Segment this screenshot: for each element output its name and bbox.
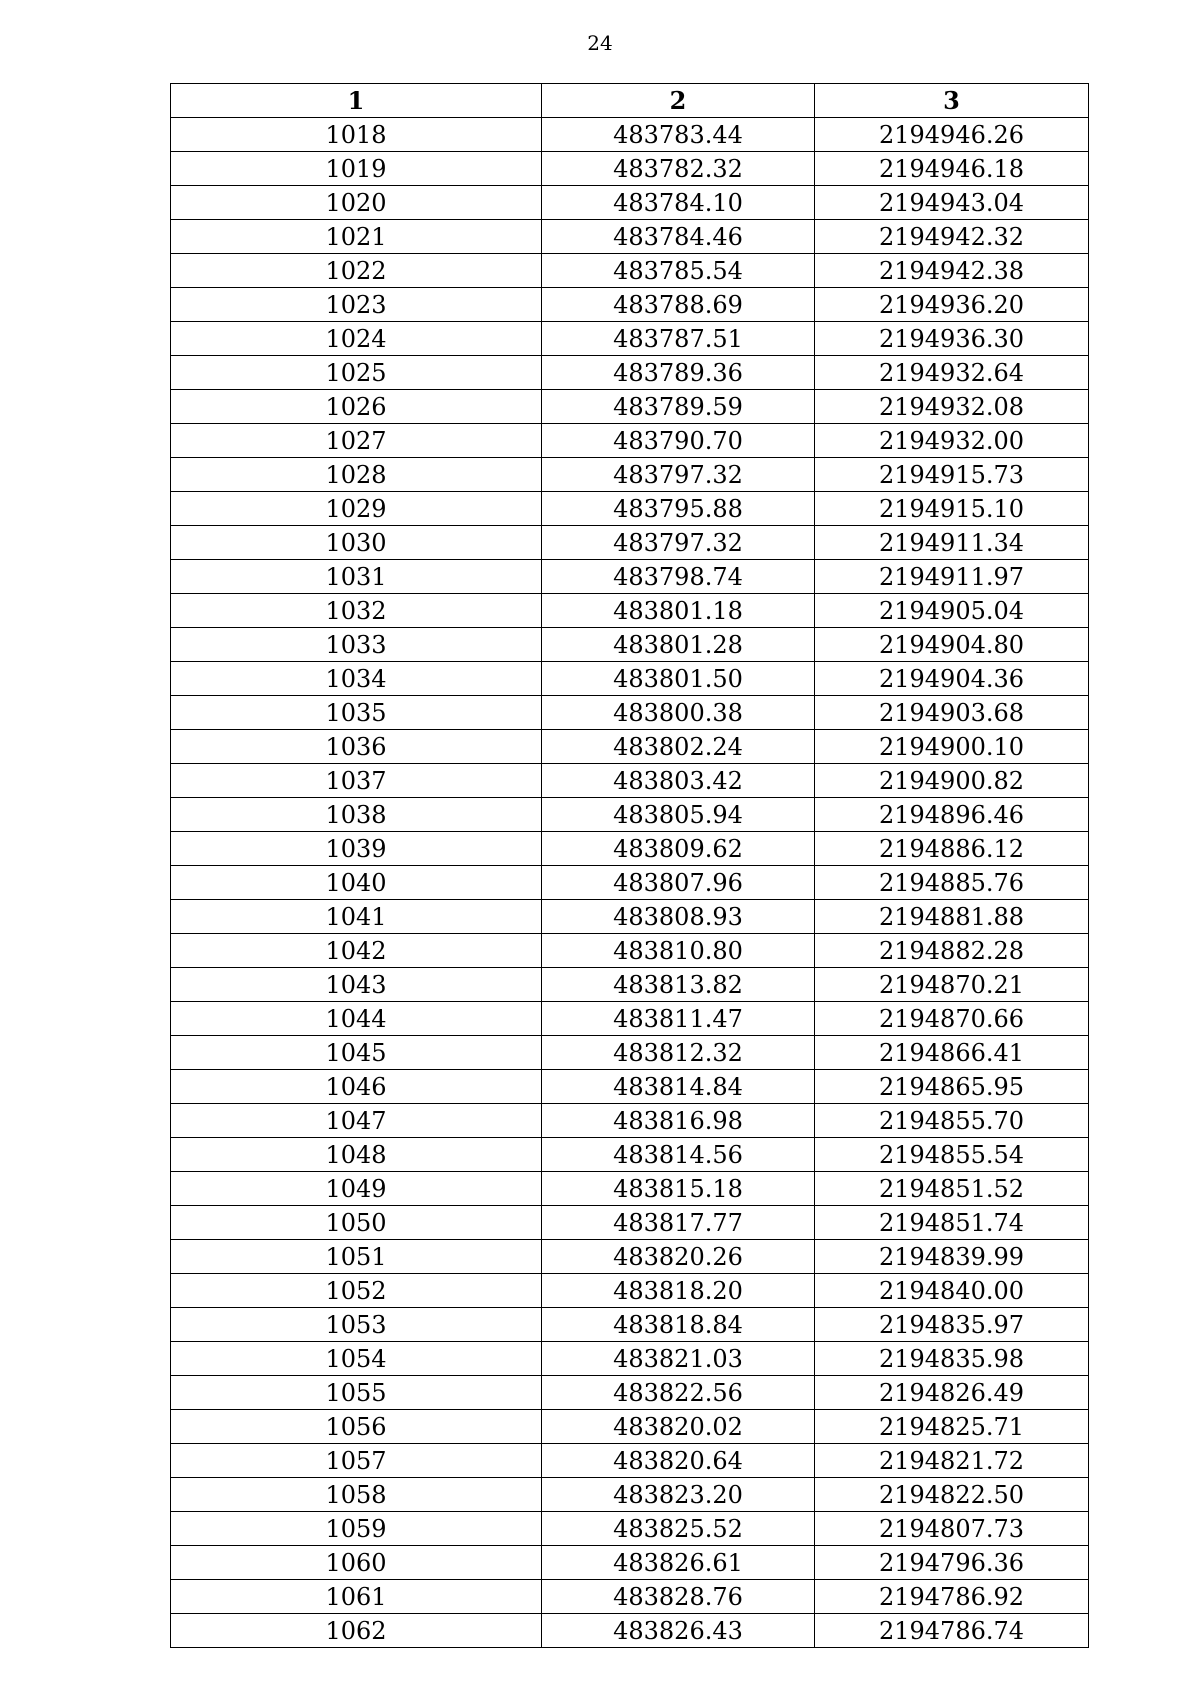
table-row [171,1478,1089,1512]
coordinate-x-cell: 483818.84 [542,1308,815,1342]
coordinate-y-cell: 2194881.88 [815,900,1089,934]
coordinate-y-cell: 2194855.70 [815,1104,1089,1138]
table-row [171,1274,1089,1308]
coordinate-x-cell: 483801.18 [542,594,815,628]
coordinate-x-cell: 483828.76 [542,1580,815,1614]
table-row [171,1308,1089,1342]
coordinate-y-cell: 2194882.28 [815,934,1089,968]
point-number-cell: 1034 [171,662,542,696]
coordinate-y-cell: 2194911.97 [815,560,1089,594]
coordinate-y-cell: 2194786.74 [815,1614,1089,1648]
table-row [171,1104,1089,1138]
coordinate-x-cell: 483817.77 [542,1206,815,1240]
coordinate-y-cell: 2194936.30 [815,322,1089,356]
point-number-cell: 1050 [171,1206,542,1240]
table-row [171,220,1089,254]
table-row [171,560,1089,594]
table-row [171,492,1089,526]
coordinate-x-cell: 483807.96 [542,866,815,900]
coordinate-y-cell: 2194840.00 [815,1274,1089,1308]
table-row [171,186,1089,220]
table-row [171,1206,1089,1240]
point-number-cell: 1043 [171,968,542,1002]
page-number: 24 [587,31,613,55]
coordinate-y-cell: 2194943.04 [815,186,1089,220]
point-number-cell: 1038 [171,798,542,832]
coordinate-y-cell: 2194885.76 [815,866,1089,900]
table-row [171,1240,1089,1274]
point-number-cell: 1035 [171,696,542,730]
coordinate-y-cell: 2194936.20 [815,288,1089,322]
coordinate-y-cell: 2194851.74 [815,1206,1089,1240]
table-row [171,1614,1089,1648]
table-row [171,1512,1089,1546]
point-number-cell: 1049 [171,1172,542,1206]
coordinate-x-cell: 483805.94 [542,798,815,832]
table-row [171,1172,1089,1206]
coordinate-x-cell: 483808.93 [542,900,815,934]
point-number-cell: 1055 [171,1376,542,1410]
coordinate-x-cell: 483826.43 [542,1614,815,1648]
point-number-cell: 1057 [171,1444,542,1478]
table-row [171,968,1089,1002]
table-row [171,798,1089,832]
coordinate-x-cell: 483823.20 [542,1478,815,1512]
table-row [171,118,1089,152]
coordinate-x-cell: 483782.32 [542,152,815,186]
table-row [171,1410,1089,1444]
coordinate-y-cell: 2194807.73 [815,1512,1089,1546]
table-row [171,322,1089,356]
coordinate-y-cell: 2194835.97 [815,1308,1089,1342]
coordinate-x-cell: 483784.46 [542,220,815,254]
point-number-cell: 1025 [171,356,542,390]
table-row [171,288,1089,322]
table-row [171,1444,1089,1478]
table-row [171,764,1089,798]
coordinate-y-cell: 2194942.38 [815,254,1089,288]
coordinate-x-cell: 483798.74 [542,560,815,594]
point-number-cell: 1023 [171,288,542,322]
coordinate-x-cell: 483790.70 [542,424,815,458]
coordinate-x-cell: 483788.69 [542,288,815,322]
coordinate-y-cell: 2194942.32 [815,220,1089,254]
point-number-cell: 1051 [171,1240,542,1274]
coordinate-x-cell: 483784.10 [542,186,815,220]
table-header-row [171,84,1089,118]
coordinate-y-cell: 2194822.50 [815,1478,1089,1512]
coordinate-x-cell: 483821.03 [542,1342,815,1376]
point-number-cell: 1042 [171,934,542,968]
table-row [171,1070,1089,1104]
coordinate-x-cell: 483787.51 [542,322,815,356]
point-number-cell: 1022 [171,254,542,288]
coordinate-y-cell: 2194786.92 [815,1580,1089,1614]
table-row [171,1036,1089,1070]
table-row [171,356,1089,390]
coordinate-y-cell: 2194904.36 [815,662,1089,696]
point-number-cell: 1062 [171,1614,542,1648]
table-row [171,1342,1089,1376]
coordinate-y-cell: 2194896.46 [815,798,1089,832]
coordinate-y-cell: 2194870.21 [815,968,1089,1002]
point-number-cell: 1037 [171,764,542,798]
coordinate-x-cell: 483783.44 [542,118,815,152]
coordinate-y-cell: 2194821.72 [815,1444,1089,1478]
point-number-cell: 1027 [171,424,542,458]
coordinate-x-cell: 483818.20 [542,1274,815,1308]
coordinate-x-cell: 483820.26 [542,1240,815,1274]
table-row [171,900,1089,934]
coordinate-y-cell: 2194932.64 [815,356,1089,390]
column-header-1: 1 [171,84,542,118]
point-number-cell: 1024 [171,322,542,356]
point-number-cell: 1041 [171,900,542,934]
table-row [171,152,1089,186]
coordinate-x-cell: 483811.47 [542,1002,815,1036]
table-row [171,832,1089,866]
table-body [171,118,1089,1648]
coordinate-y-cell: 2194932.00 [815,424,1089,458]
column-header-3: 3 [815,84,1089,118]
coordinate-x-cell: 483809.62 [542,832,815,866]
coordinate-y-cell: 2194835.98 [815,1342,1089,1376]
table-row [171,1138,1089,1172]
point-number-cell: 1040 [171,866,542,900]
coordinate-x-cell: 483812.32 [542,1036,815,1070]
point-number-cell: 1021 [171,220,542,254]
coordinate-x-cell: 483789.59 [542,390,815,424]
table-row [171,866,1089,900]
point-number-cell: 1052 [171,1274,542,1308]
coordinate-x-cell: 483801.50 [542,662,815,696]
coordinate-x-cell: 483801.28 [542,628,815,662]
point-number-cell: 1019 [171,152,542,186]
coordinate-x-cell: 483815.18 [542,1172,815,1206]
coordinate-y-cell: 2194866.41 [815,1036,1089,1070]
point-number-cell: 1053 [171,1308,542,1342]
coordinate-y-cell: 2194904.80 [815,628,1089,662]
coordinate-x-cell: 483820.64 [542,1444,815,1478]
point-number-cell: 1047 [171,1104,542,1138]
coordinate-y-cell: 2194865.95 [815,1070,1089,1104]
table-row [171,696,1089,730]
coordinate-x-cell: 483814.84 [542,1070,815,1104]
point-number-cell: 1054 [171,1342,542,1376]
coordinate-x-cell: 483822.56 [542,1376,815,1410]
coordinate-x-cell: 483785.54 [542,254,815,288]
point-number-cell: 1059 [171,1512,542,1546]
table-row [171,254,1089,288]
point-number-cell: 1036 [171,730,542,764]
coordinate-x-cell: 483802.24 [542,730,815,764]
point-number-cell: 1048 [171,1138,542,1172]
table-row [171,458,1089,492]
point-number-cell: 1045 [171,1036,542,1070]
coordinate-x-cell: 483814.56 [542,1138,815,1172]
coordinate-y-cell: 2194905.04 [815,594,1089,628]
coordinate-x-cell: 483803.42 [542,764,815,798]
table-row [171,526,1089,560]
coordinate-y-cell: 2194946.26 [815,118,1089,152]
table-row [171,730,1089,764]
coordinate-y-cell: 2194796.36 [815,1546,1089,1580]
table-row [171,390,1089,424]
table-row [171,594,1089,628]
coordinate-x-cell: 483789.36 [542,356,815,390]
coordinate-x-cell: 483826.61 [542,1546,815,1580]
point-number-cell: 1056 [171,1410,542,1444]
table-row [171,1580,1089,1614]
coordinate-y-cell: 2194886.12 [815,832,1089,866]
coordinate-y-cell: 2194855.54 [815,1138,1089,1172]
point-number-cell: 1029 [171,492,542,526]
coordinate-y-cell: 2194851.52 [815,1172,1089,1206]
coordinate-y-cell: 2194900.10 [815,730,1089,764]
table-row [171,424,1089,458]
table-row [171,662,1089,696]
coordinate-x-cell: 483800.38 [542,696,815,730]
coordinate-x-cell: 483795.88 [542,492,815,526]
point-number-cell: 1044 [171,1002,542,1036]
point-number-cell: 1026 [171,390,542,424]
point-number-cell: 1018 [171,118,542,152]
point-number-cell: 1032 [171,594,542,628]
point-number-cell: 1031 [171,560,542,594]
coordinate-y-cell: 2194911.34 [815,526,1089,560]
point-number-cell: 1028 [171,458,542,492]
coordinate-y-cell: 2194825.71 [815,1410,1089,1444]
point-number-cell: 1058 [171,1478,542,1512]
coordinate-y-cell: 2194870.66 [815,1002,1089,1036]
coordinate-y-cell: 2194915.73 [815,458,1089,492]
coordinate-y-cell: 2194915.10 [815,492,1089,526]
coordinates-table [170,83,1089,1648]
coordinate-y-cell: 2194932.08 [815,390,1089,424]
point-number-cell: 1060 [171,1546,542,1580]
point-number-cell: 1020 [171,186,542,220]
point-number-cell: 1030 [171,526,542,560]
coordinate-y-cell: 2194946.18 [815,152,1089,186]
table-row [171,628,1089,662]
coordinate-y-cell: 2194839.99 [815,1240,1089,1274]
column-header-2: 2 [542,84,815,118]
table-row [171,1546,1089,1580]
point-number-cell: 1033 [171,628,542,662]
coordinate-x-cell: 483816.98 [542,1104,815,1138]
point-number-cell: 1061 [171,1580,542,1614]
coordinate-x-cell: 483825.52 [542,1512,815,1546]
table-row [171,1002,1089,1036]
point-number-cell: 1039 [171,832,542,866]
coordinate-x-cell: 483810.80 [542,934,815,968]
table-row [171,934,1089,968]
coordinate-y-cell: 2194900.82 [815,764,1089,798]
coordinate-x-cell: 483797.32 [542,458,815,492]
coordinate-y-cell: 2194826.49 [815,1376,1089,1410]
table-row [171,1376,1089,1410]
coordinate-x-cell: 483820.02 [542,1410,815,1444]
coordinate-x-cell: 483813.82 [542,968,815,1002]
point-number-cell: 1046 [171,1070,542,1104]
coordinate-y-cell: 2194903.68 [815,696,1089,730]
coordinate-x-cell: 483797.32 [542,526,815,560]
